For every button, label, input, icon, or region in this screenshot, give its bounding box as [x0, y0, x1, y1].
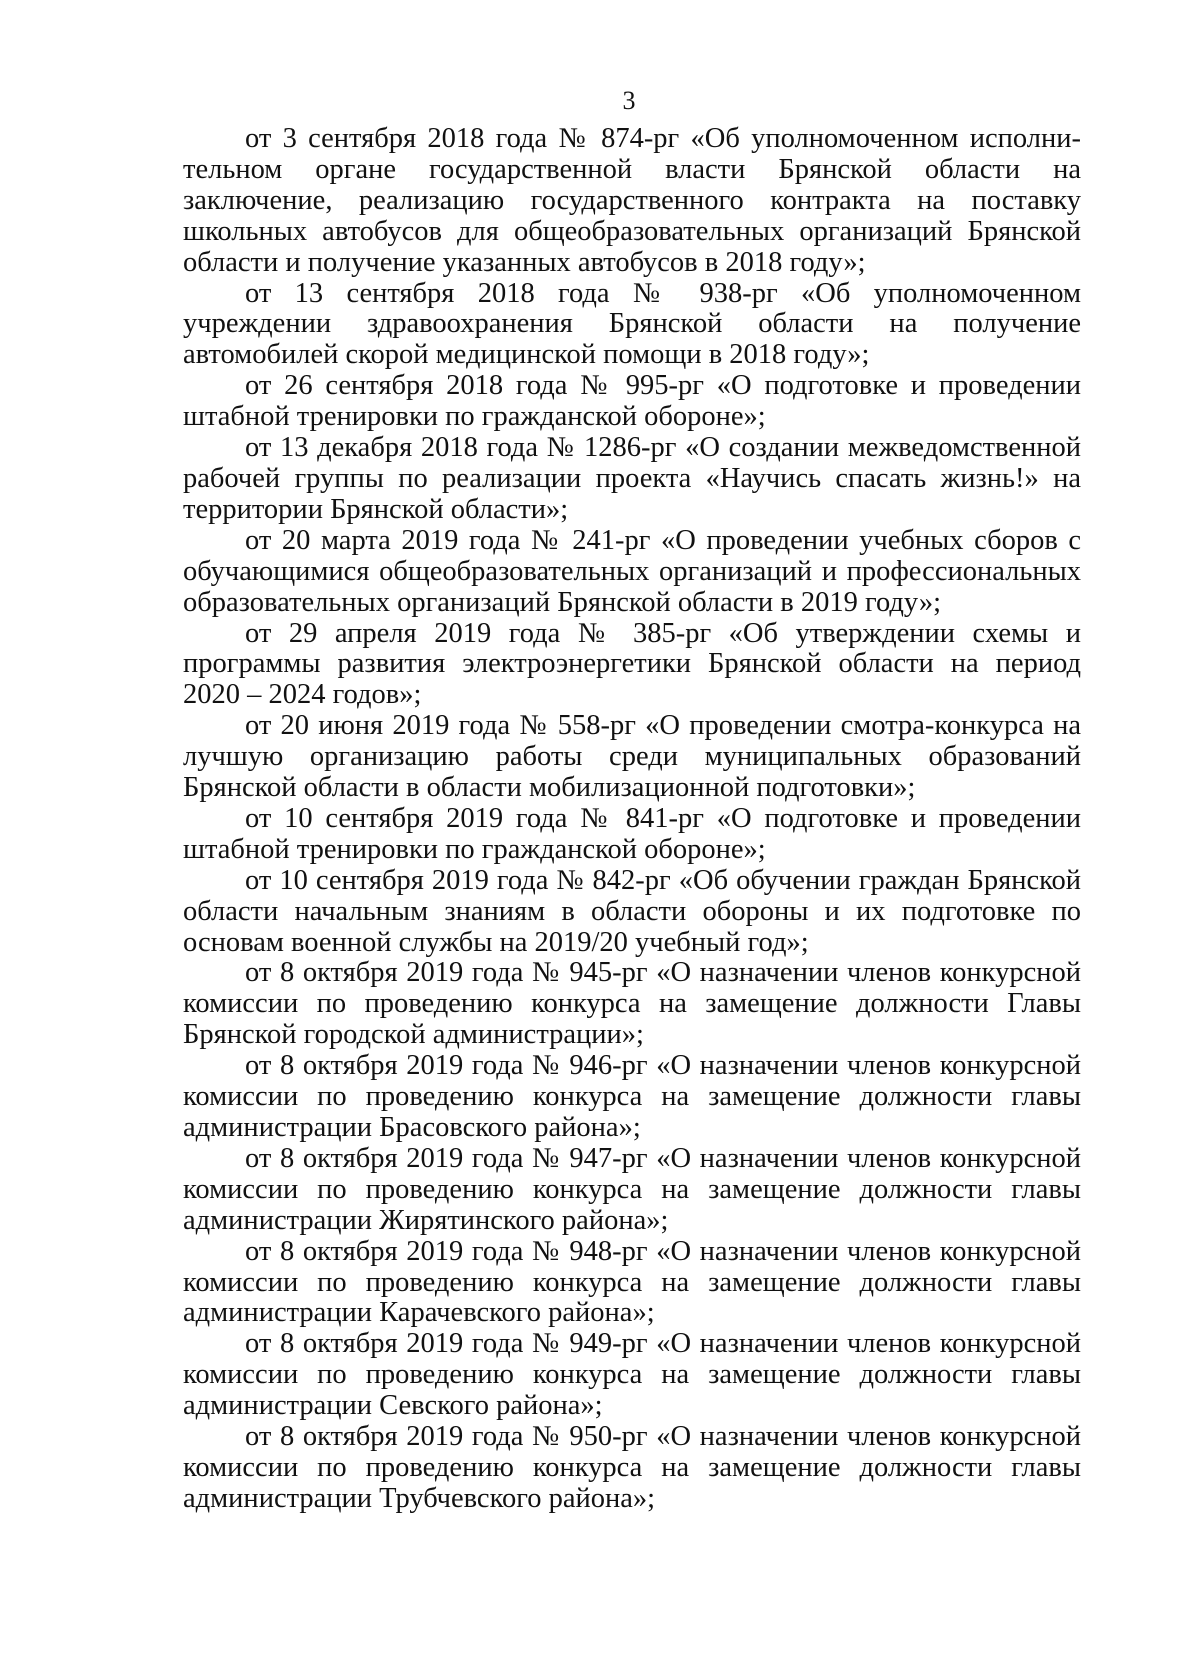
order-paragraph-241: от 20 марта 2019 года № 241-рг «О проведении учебных сборов с обучающимися общеобразовательных организаций и профессиональных образовательных организаций Брянской области в 2019 году»;	[183, 524, 1081, 618]
order-paragraph-948: от 8 октября 2019 года № 948-рг «О назначении членов конкурсной комиссии по проведению конкурса на замещение должности главы администрации Карачевского района»;	[183, 1235, 1081, 1329]
order-paragraph-949: от 8 октября 2019 года № 949-рг «О назначении членов конкурсной комиссии по проведению конкурса на замещение должности главы администрации Севского района»;	[183, 1328, 1081, 1422]
order-paragraph-946: от 8 октября 2019 года № 946-рг «О назначении членов конкурсной комиссии по проведению конкурса на замещение должности главы администрации Брасовского района»;	[183, 1050, 1081, 1143]
order-paragraph-938: от 13 сентября 2018 года № 938-рг «Об уполномоченном учреждении здравоохранения Брянской области на получение автомобилей скорой медицинской помощи в 2018 году»;	[183, 277, 1081, 371]
order-paragraph-842: от 10 сентября 2019 года № 842-рг «Об обучении граждан Брянской области начальным знаниям в области обороны и их подготовке по основам военной службы на 2019/20 учебный год»;	[183, 864, 1081, 958]
order-paragraph-841: от 10 сентября 2019 года № 841-рг «О подготовке и проведении штабной тренировки по гражданской обороне»;	[183, 802, 1081, 865]
order-paragraph-385: от 29 апреля 2019 года № 385-рг «Об утверждении схемы и программы развития электроэнергетики Брянской области на период 2020 – 2024 годов»;	[183, 617, 1081, 711]
order-paragraph-950: от 8 октября 2019 года № 950-рг «О назначении членов конкурсной комиссии по проведению конкурса на замещение должности главы администрации Трубчевского района»;	[183, 1421, 1081, 1514]
order-paragraph-995: от 26 сентября 2018 года № 995-рг «О подготовке и проведении штабной тренировки по гражданской обороне»;	[183, 370, 1081, 433]
page-number: 3	[622, 86, 636, 115]
order-paragraph-947: от 8 октября 2019 года № 947-рг «О назначении членов конкурсной комиссии по проведению конкурса на замещение должности главы администрации Жирятинского района»;	[183, 1142, 1081, 1236]
order-paragraph-874: от 3 сентября 2018 года № 874-рг «Об уполномоченном исполнительном органе государственной власти Брянской области на заключение, реализацию государственного контракта на поставку школьных автобусов для общеобразовательных организаций Брянской области и получение указанных автобусов в 2018 году»;	[183, 123, 1081, 278]
order-paragraph-1286: от 13 декабря 2018 года № 1286-рг «О создании межведомственной рабочей группы по реализации проекта «Научись спасать жизнь!» на территории Брянской области»;	[183, 432, 1081, 525]
document-body	[183, 124, 1081, 1515]
order-paragraph-945: от 8 октября 2019 года № 945-рг «О назначении членов конкурсной комиссии по проведению конкурса на замещение должности Главы Брянской городской администрации»;	[183, 957, 1081, 1051]
order-paragraph-558: от 20 июня 2019 года № 558-рг «О проведении смотра-конкурса на лучшую организацию работы среди муниципальных образований Брянской области в области мобилизационной подготовки»;	[183, 710, 1081, 804]
